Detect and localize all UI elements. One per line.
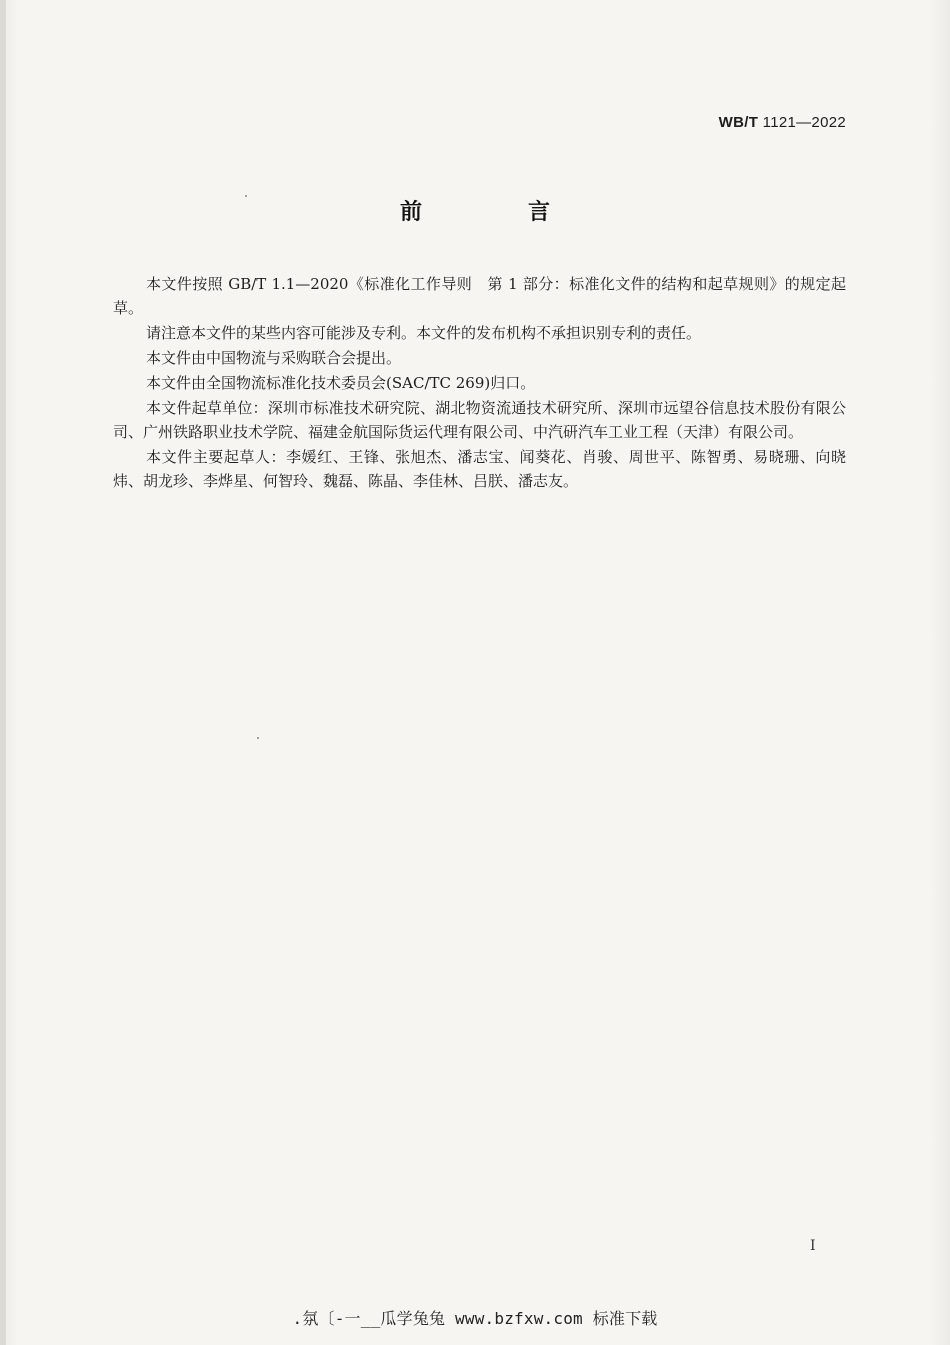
paragraph-proposer: 本文件由中国物流与采购联合会提出。 (146, 349, 402, 367)
scan-speck (257, 737, 259, 739)
paragraph-drafting-rules: 本文件按照 GB/T 1.1—2020《标准化工作导则 第 1 部分：标准化文件的结构和起草规则》的规定起草。 (113, 275, 846, 317)
standard-code (719, 114, 846, 131)
paragraph-technical-committee: 本文件由全国物流标准化技术委员会(SAC/TC 269)归口。 (146, 374, 536, 392)
paragraph-drafting-units: 本文件起草单位：深圳市标准技术研究院、湖北物资流通技术研究所、深圳市远望谷信息技术股份有限公司、广州铁路职业技术学院、福建金航国际货运代理有限公司、中汽研汽车工业工程（天津）有限公司。 (113, 399, 846, 441)
standard-prefix: WB/T (718, 114, 759, 131)
foreword-body (113, 272, 846, 494)
paragraph-drafters: 本文件主要起草人：李媛红、王锋、张旭杰、潘志宝、闻葵花、肖骏、周世平、陈智勇、易晓珊、向晓炜、胡龙珍、李烨星、何智玲、魏磊、陈晶、李佳林、吕朕、潘志友。 (113, 448, 846, 490)
paragraph-patent-notice: 请注意本文件的某些内容可能涉及专利。本文件的发布机构不承担识别专利的责任。 (146, 324, 702, 342)
scan-speck (245, 195, 247, 197)
section-title: 前 言 (399, 200, 592, 225)
standard-number: 1121—2022 (762, 114, 846, 131)
page-number: I (810, 1238, 816, 1254)
download-watermark: .氛〔-一__瓜学兔兔 www.bzfxw.com 标准下载 (292, 1309, 658, 1328)
